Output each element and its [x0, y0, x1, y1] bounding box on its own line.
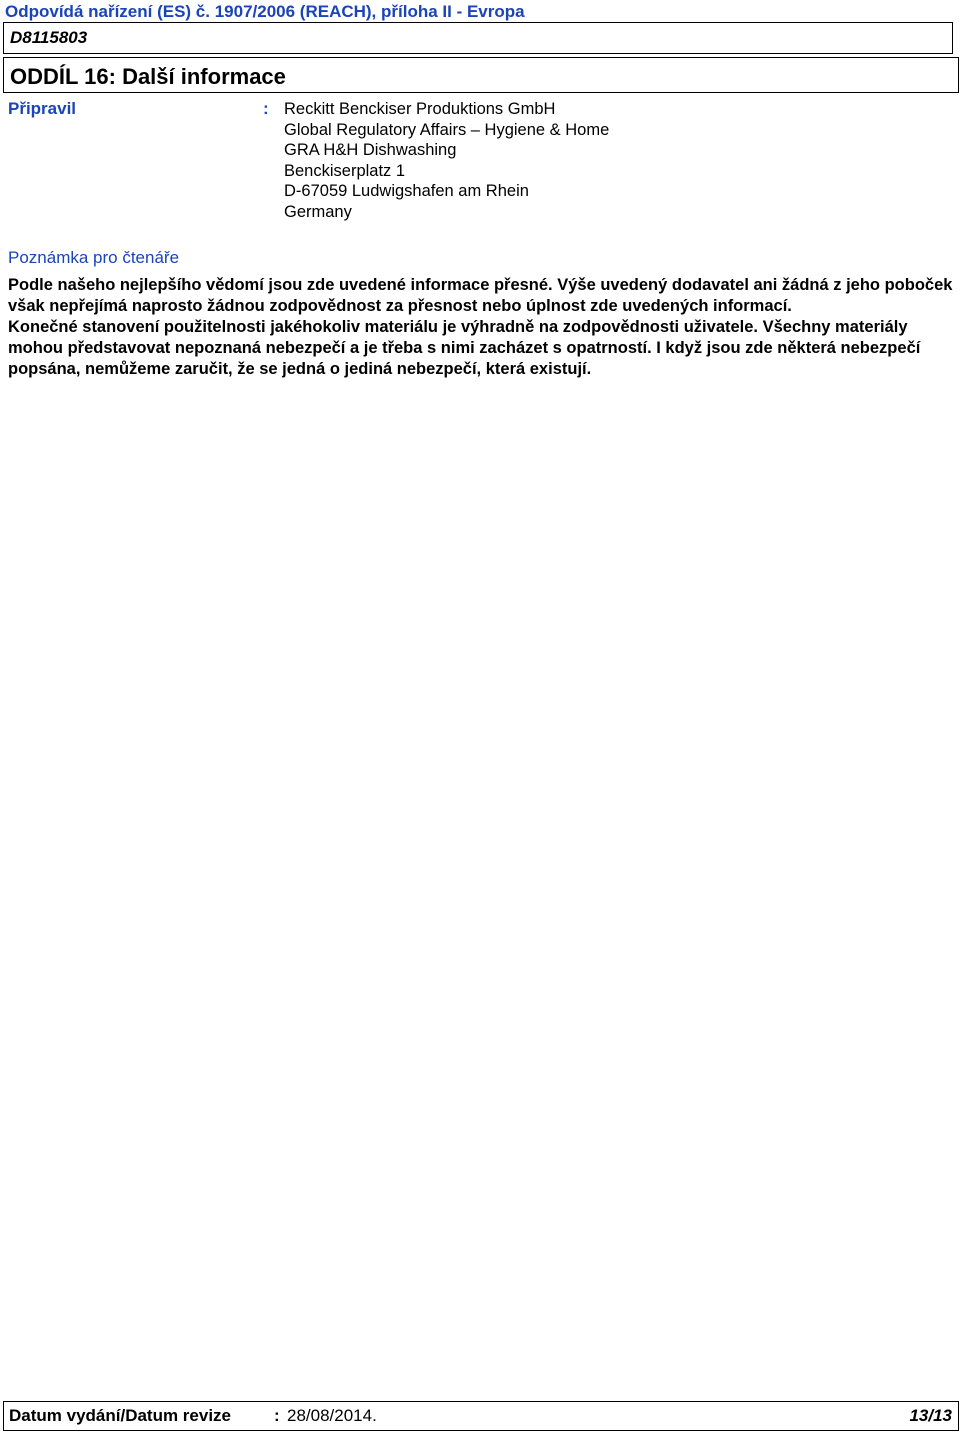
section-title: ODDÍL 16: Další informace — [10, 64, 286, 89]
reader-note-paragraph: Podle našeho nejlepšího vědomí jsou zde uvedené informace přesné. Výše uvedený dodavatel ani žádná z jeho poboček však nepřejímá naprosto žádnou zodpovědnost za přesnost nebo úplnost zde uvedených informací. — [8, 276, 953, 315]
section-title-box — [3, 57, 959, 93]
address-line: GRA H&H Dishwashing — [284, 141, 457, 159]
reader-note-paragraph: Konečné stanovení použitelnosti jakéhokoliv materiálu je výhradně na zodpovědnosti uživatele. Všechny materiály mohou představovat nepoznaná nebezpečí a je třeba s nimi zacházet s opatrností. I když jsou zde některá nebezpečí popsána, nemůžeme zaručit, že se jedná o jediná nebezpečí, která existují. — [8, 318, 921, 378]
reader-note-body — [8, 275, 953, 380]
address-line: Global Regulatory Affairs – Hygiene & Home — [284, 120, 610, 139]
address-line: Benckiserplatz 1 — [284, 161, 406, 180]
document-id: D8115803 — [10, 28, 88, 47]
address-line: Reckitt Benckiser Produktions GmbH — [284, 100, 556, 118]
address-line: Germany — [284, 202, 352, 221]
address-line: D-67059 Ludwigshafen am Rhein — [284, 182, 529, 200]
prepared-by-colon: : — [263, 99, 269, 118]
footer — [3, 1401, 959, 1431]
prepared-by-label: Připravil — [8, 99, 77, 118]
prepared-by-address — [284, 99, 609, 222]
regulation-header: Odpovídá nařízení (ES) č. 1907/2006 (REACH), příloha II - Evropa — [5, 2, 525, 21]
revision-date-value: 28/08/2014. — [287, 1406, 377, 1425]
revision-date-label: Datum vydání/Datum revize — [9, 1406, 232, 1425]
revision-date-colon: : — [274, 1406, 280, 1425]
document-id-box — [3, 22, 953, 54]
page-number: 13/13 — [909, 1406, 952, 1425]
reader-note-heading: Poznámka pro čtenáře — [8, 248, 180, 267]
